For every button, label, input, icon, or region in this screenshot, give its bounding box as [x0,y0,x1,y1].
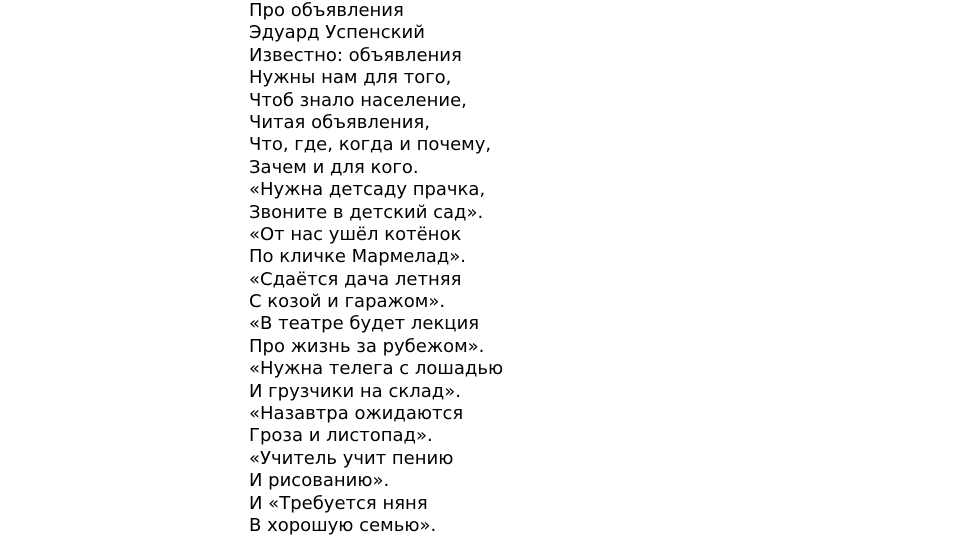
poem-line: «Нужна телега с лошадью [249,358,504,380]
poem-line: И грузчики на склад». [249,380,461,402]
poem-line: «Нужна детсаду прачка, [249,179,486,201]
poem-line: «Назавтра ожидаются [249,403,464,425]
poem-line: С козой и гаражом». [249,291,446,313]
poem-author: Эдуард Успенский [249,22,425,44]
poem-line: Известно: объявления [249,44,462,66]
poem-line: В хорошую семью». [249,514,437,536]
poem-line: «В театре будет лекция [249,313,480,335]
poem-line: Нужны нам для того, [249,67,452,89]
poem-line: «От нас ушёл котёнок [249,223,462,245]
poem-title: Про объявления [249,0,404,21]
poem-line: Читая объявления, [249,111,430,133]
poem-line: Что, где, когда и почему, [249,134,492,156]
poem-line: По кличке Мармелад». [249,246,467,268]
poem-line: И рисованию». [249,470,390,492]
poem-line: И «Требуется няня [249,492,428,514]
poem-line: «Учитель учит пению [249,447,454,469]
poem-line: Про жизнь за рубежом». [249,335,485,357]
poem-line: Чтоб знало население, [249,89,467,111]
poem-line: Гроза и листопад». [249,425,433,447]
poem-line: Звоните в детский сад». [249,201,484,223]
poem-line: «Сдаётся дача летняя [249,268,462,290]
poem-text [249,0,503,537]
poem-line: Зачем и для кого. [249,156,419,178]
